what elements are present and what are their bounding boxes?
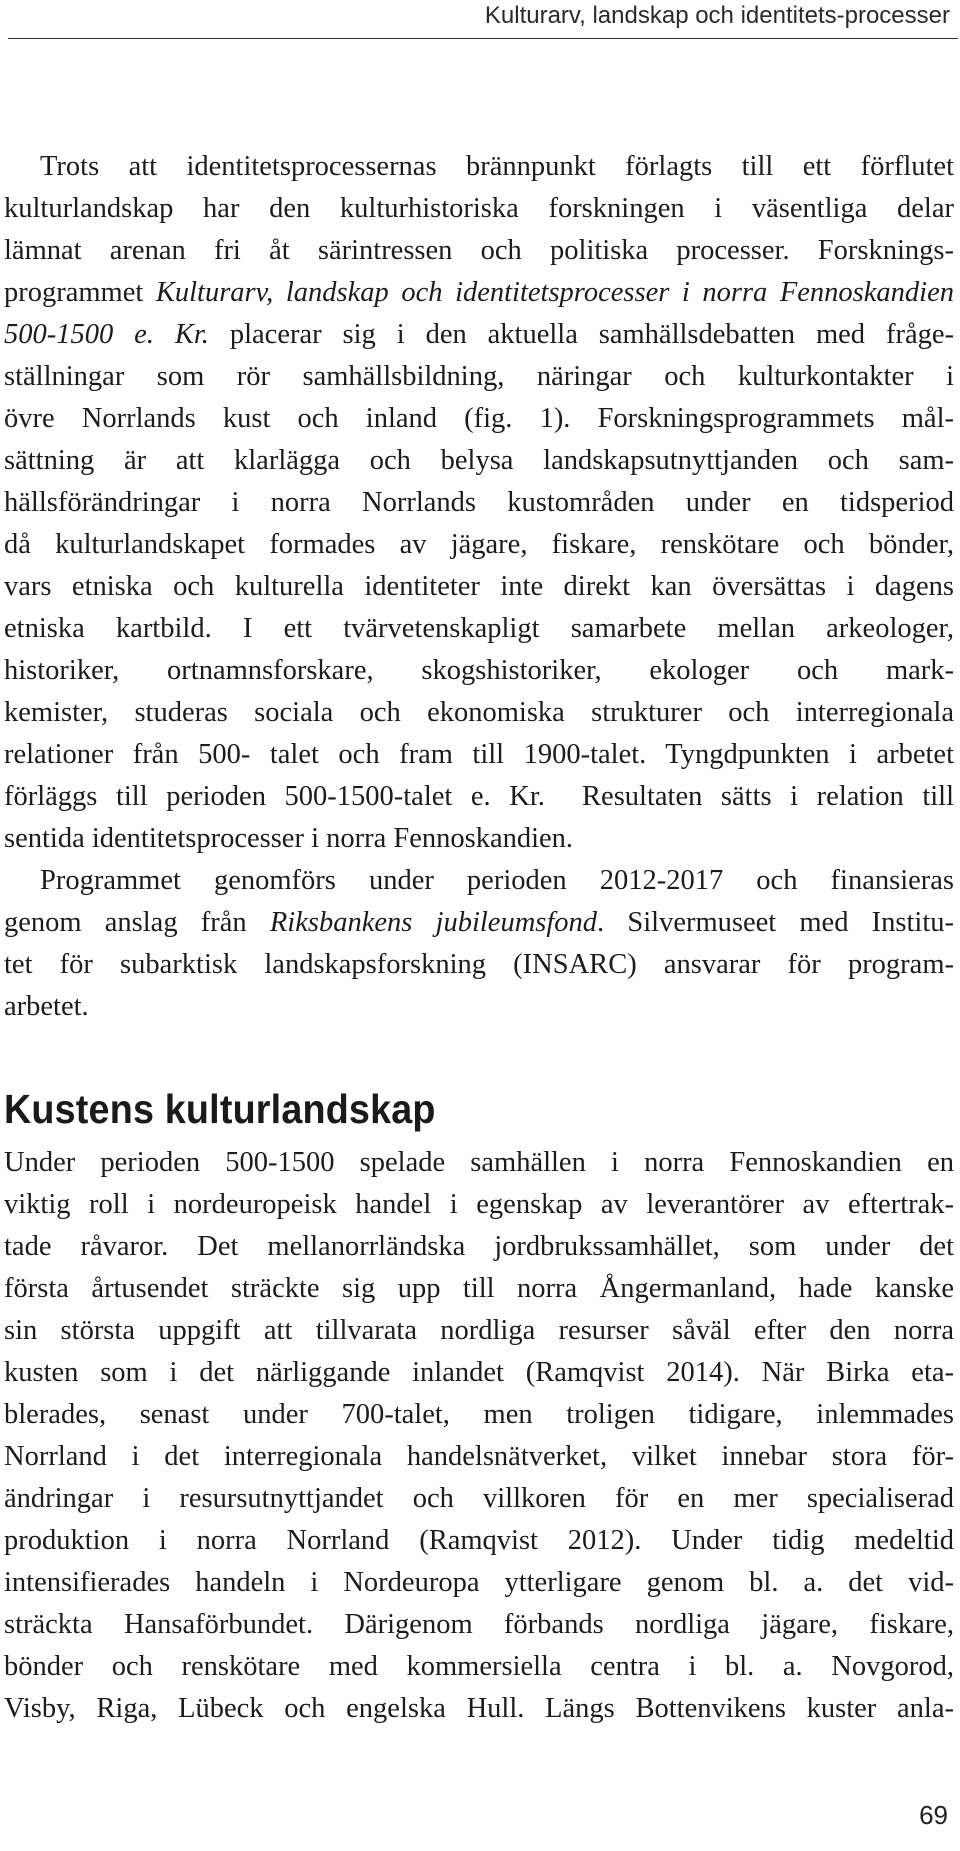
text-run: Visby, Riga, Lübeck och engelska Hull. Längs Bottenvikens kuster anla- xyxy=(4,1693,954,1724)
text-line xyxy=(4,986,954,1028)
text-run: förläggs till perioden 500-1500-talet e. Kr. Resultaten sätts i relation till xyxy=(4,781,954,812)
text-run: kemister, studeras sociala och ekonomiska strukturer och interregionala xyxy=(4,697,954,728)
text-line xyxy=(4,146,954,188)
text-run: placerar sig i den aktuella samhällsdebatten med fråge- xyxy=(208,319,954,350)
text-run: viktig roll i nordeuropeisk handel i egenskap av leverantörer av eftertrak- xyxy=(4,1189,954,1220)
text-line xyxy=(4,1646,954,1688)
text-run: blerades, senast under 700-talet, men troligen tidigare, inlemmades xyxy=(4,1399,954,1430)
text-run: Programmet genomförs under perioden 2012-2017 och finansieras xyxy=(40,865,954,896)
text-run: kusten som i det närliggande inlandet (Ramqvist 2014). När Birka eta- xyxy=(4,1357,954,1388)
text-run: sin största uppgift att tillvarata nordliga resurser såväl efter den norra xyxy=(4,1315,954,1346)
text-line xyxy=(4,1562,954,1604)
text-run: ändringar i resursutnyttjandet och villkoren för en mer specialiserad xyxy=(4,1483,954,1514)
text-line xyxy=(4,1520,954,1562)
intro-paragraph xyxy=(4,146,954,860)
text-line xyxy=(4,440,954,482)
text-run: sentida identitetsprocesser i norra Fennoskandien. xyxy=(4,823,574,854)
text-line xyxy=(4,566,954,608)
text-line xyxy=(4,818,954,860)
text-run: etniska kartbild. I ett tvärvetenskapligt samarbete mellan arkeologer, xyxy=(4,613,954,644)
text-run: arbetet. xyxy=(4,991,89,1022)
text-line xyxy=(4,1688,954,1730)
italic-text: Riksbankens jubileumsfond xyxy=(269,907,598,938)
text-line xyxy=(4,1604,954,1646)
text-line xyxy=(4,1226,954,1268)
text-run: sättning är att klarlägga och belysa landskapsutnyttjanden och sam- xyxy=(4,445,954,476)
text-run: historiker, ortnamnsforskare, skogshistoriker, ekologer och mark- xyxy=(4,655,954,686)
text-run: genom anslag från xyxy=(4,907,270,938)
italic-text: 500-1500 e. Kr. xyxy=(4,319,209,350)
text-line xyxy=(4,734,954,776)
text-line xyxy=(4,272,954,314)
text-line xyxy=(4,902,954,944)
text-line xyxy=(4,482,954,524)
text-run: programmet xyxy=(4,277,156,308)
text-line xyxy=(4,860,954,902)
text-run: ställningar som rör samhällsbildning, näringar och kulturkontakter i xyxy=(4,361,954,392)
text-line xyxy=(4,524,954,566)
text-run: Under perioden 500-1500 spelade samhällen i norra Fennoskandien en xyxy=(4,1147,954,1178)
text-run: övre Norrlands kust och inland (fig. 1). Forskningsprogrammets mål- xyxy=(4,403,954,434)
text-line xyxy=(4,188,954,230)
text-run: sträckta Hansaförbundet. Därigenom förbands nordliga jägare, fiskare, xyxy=(4,1609,954,1640)
text-line xyxy=(4,692,954,734)
header-rule xyxy=(8,38,958,39)
text-line xyxy=(4,1394,954,1436)
program-paragraph xyxy=(4,860,954,1028)
text-run: tade råvaror. Det mellanorrländska jordbrukssamhället, som under det xyxy=(4,1231,954,1262)
text-line xyxy=(4,944,954,986)
italic-text: Kulturarv, landskap och identitetsprocesser i norra Fennoskandien xyxy=(155,277,954,308)
running-header: Kulturarv, landskap och identitets-processer xyxy=(484,2,950,29)
text-line xyxy=(4,1352,954,1394)
text-line xyxy=(4,398,954,440)
text-line xyxy=(4,1310,954,1352)
text-line xyxy=(4,356,954,398)
section-heading: Kustens kulturlandskap xyxy=(4,1086,436,1132)
text-run: tet för subarktisk landskapsforskning (INSARC) ansvarar för program- xyxy=(4,949,954,980)
text-run: . Silvermuseet med Institu- xyxy=(597,907,954,938)
text-line xyxy=(4,230,954,272)
text-run: intensifierades handeln i Nordeuropa ytterligare genom bl. a. det vid- xyxy=(4,1567,954,1598)
text-line xyxy=(4,1436,954,1478)
text-run: hällsförändringar i norra Norrlands kustområden under en tidsperiod xyxy=(4,487,954,518)
text-line xyxy=(4,650,954,692)
text-run: bönder och renskötare med kommersiella centra i bl. a. Novgorod, xyxy=(4,1651,954,1682)
text-line xyxy=(4,1184,954,1226)
text-run: produktion i norra Norrland (Ramqvist 2012). Under tidig medeltid xyxy=(4,1525,954,1556)
text-run: vars etniska och kulturella identiteter inte direkt kan översättas i dagens xyxy=(4,571,954,602)
text-run: lämnat arenan fri åt särintressen och politiska processer. Forsknings- xyxy=(4,235,954,266)
page-number: 69 xyxy=(919,1800,948,1830)
text-run: Trots att identitetsprocessernas brännpunkt förlagts till ett förflutet xyxy=(40,151,954,182)
text-run: relationer från 500- talet och fram till 1900-talet. Tyngdpunkten i arbetet xyxy=(4,739,954,770)
text-line xyxy=(4,1478,954,1520)
text-run: kulturlandskap har den kulturhistoriska forskningen i väsentliga delar xyxy=(4,193,954,224)
text-run: första årtusendet sträckte sig upp till norra Ångermanland, hade kanske xyxy=(4,1273,954,1304)
text-line xyxy=(4,1142,954,1184)
text-line xyxy=(4,776,954,818)
text-line xyxy=(4,314,954,356)
text-line xyxy=(4,1268,954,1310)
coast-paragraph xyxy=(4,1142,954,1730)
text-line xyxy=(4,608,954,650)
text-run: då kulturlandskapet formades av jägare, fiskare, renskötare och bönder, xyxy=(4,529,954,560)
text-run: Norrland i det interregionala handelsnätverket, vilket innebar stora för- xyxy=(4,1441,954,1472)
